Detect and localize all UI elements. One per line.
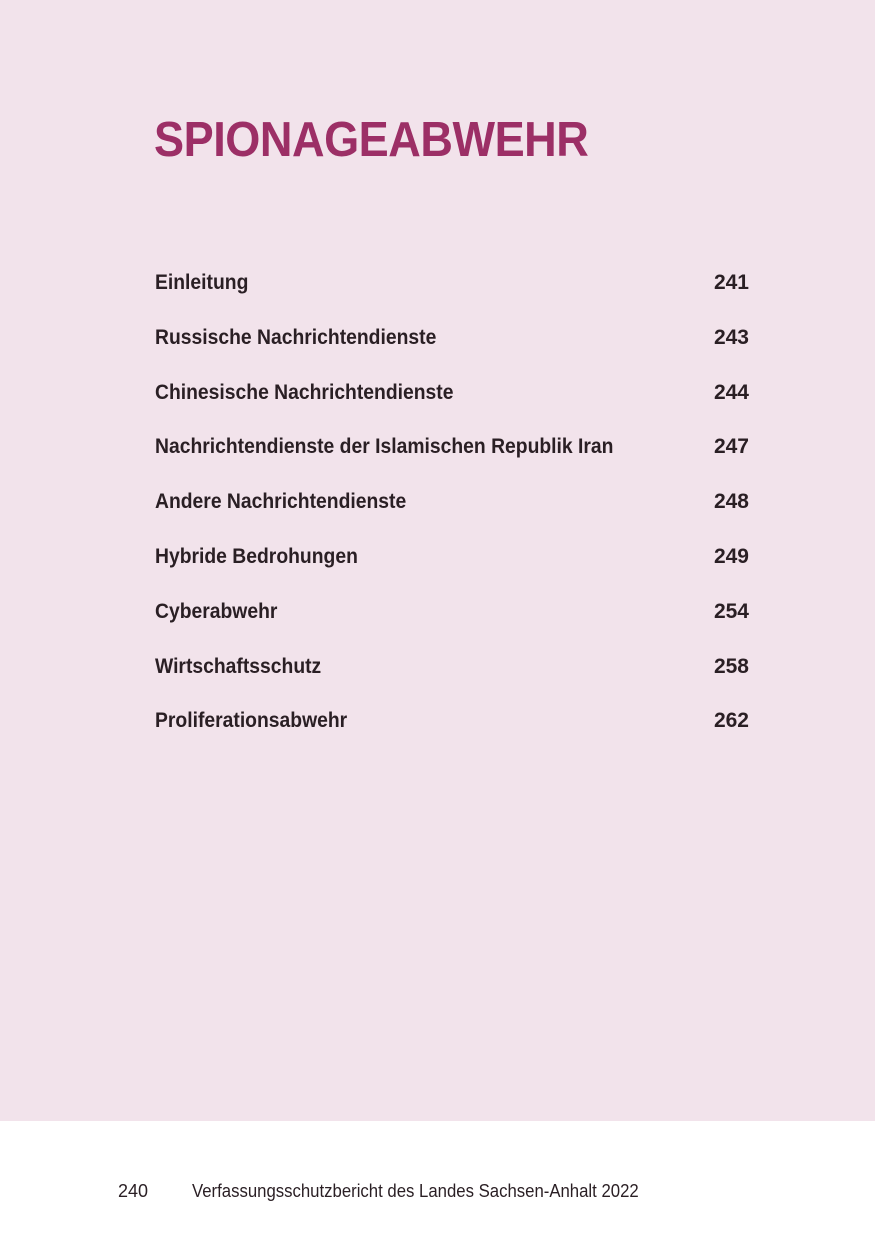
toc-entry-russische-nachrichtendienste[interactable] [155, 326, 749, 381]
toc-entry-cyberabwehr[interactable] [155, 600, 749, 655]
toc-entry-einleitung[interactable] [155, 271, 749, 326]
toc-entry-label: Russische Nachrichtendienste [155, 325, 437, 349]
toc-entry-page: 244 [713, 380, 749, 404]
toc-entry-page: 254 [713, 599, 749, 623]
toc-entry-page: 243 [713, 325, 749, 349]
footer-page-number: 240 [118, 1181, 149, 1201]
toc-entry-page: 248 [713, 490, 749, 514]
toc-entry-iran[interactable] [155, 435, 749, 490]
footer-running-title: Verfassungsschutzbericht des Landes Sachsen-Anhalt 2022 [192, 1181, 639, 1201]
toc-entry-label: Nachrichtendienste der Islamischen Republik Iran [155, 435, 614, 459]
toc-entry-page: 247 [713, 435, 749, 459]
toc-entry-page: 241 [713, 271, 749, 294]
toc-entry-page: 249 [713, 544, 749, 568]
toc-entry-label: Wirtschaftsschutz [155, 654, 322, 678]
toc-entry-proliferationsabwehr[interactable] [155, 709, 749, 764]
table-of-contents [155, 271, 749, 764]
toc-entry-label: Andere Nachrichtendienste [155, 490, 407, 514]
toc-entry-label: Cyberabwehr [155, 599, 278, 623]
toc-entry-page: 262 [713, 709, 749, 733]
toc-entry-chinesische-nachrichtendienste[interactable] [155, 381, 749, 436]
toc-entry-label: Hybride Bedrohungen [155, 544, 358, 568]
toc-entry-label: Einleitung [155, 271, 249, 294]
toc-entry-page: 258 [713, 654, 749, 678]
toc-entry-andere-nachrichtendienste[interactable] [155, 490, 749, 545]
page-footer [118, 1181, 672, 1202]
toc-entry-label: Chinesische Nachrichtendienste [155, 380, 454, 404]
toc-entry-hybride-bedrohungen[interactable] [155, 545, 749, 600]
toc-entry-label: Proliferationsabwehr [155, 709, 348, 733]
chapter-title: SPIONAGEABWEHR [154, 113, 589, 167]
toc-entry-wirtschaftsschutz[interactable] [155, 655, 749, 710]
